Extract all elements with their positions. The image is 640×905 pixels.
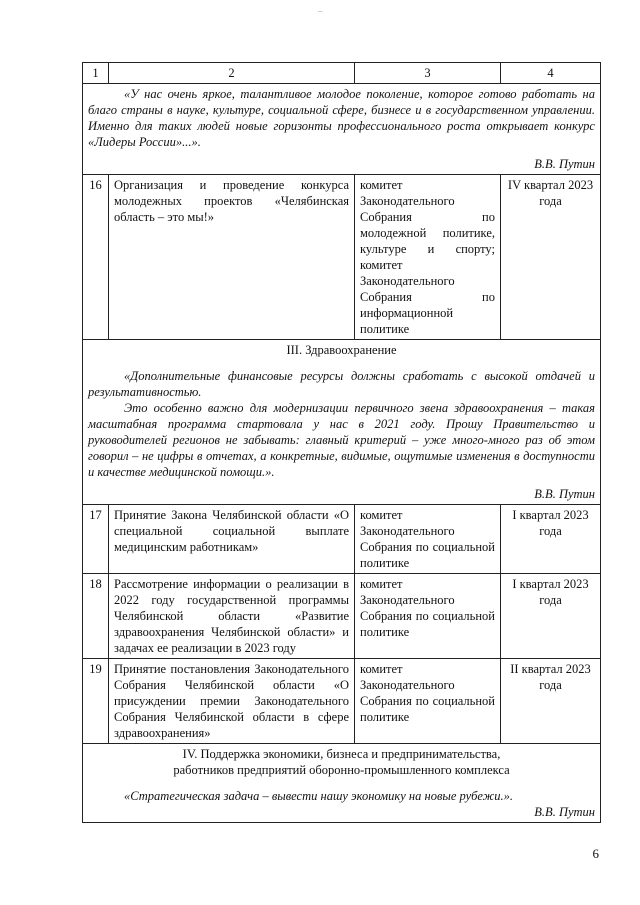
quote-cell-1	[83, 84, 601, 175]
row-number: 18	[83, 574, 109, 659]
quote-row-1	[83, 84, 601, 175]
section-row-3	[83, 340, 601, 505]
quote-text: «У нас очень яркое, талантливое молодое поколение, которое готово работать на благо страны в науке, культуре, социальной сфере, бизнесе и в государственном управлении. Именно для таких людей новые горизонты профессионального роста открывает конкурс «Лидеры России»...».	[88, 87, 595, 149]
row-number: 19	[83, 659, 109, 744]
row-event: Рассмотрение информации о реализации в 2022 году государственной программы Челябинской области «Развитие здравоохранения Челябинской области» и задачах ее реализации в 2023 году	[109, 574, 355, 659]
header-col-3: 3	[355, 63, 501, 84]
table-row	[83, 175, 601, 340]
section-title-line-2: работников предприятий оборонно-промышленного комплекса	[173, 763, 510, 777]
row-term: I квартал 2023 года	[501, 505, 601, 574]
row-responsible: комитет Законодательного Собрания по социальной политике	[355, 505, 501, 574]
row-event: Принятие Закона Челябинской области «О специальной социальной выплате медицинским работникам»	[109, 505, 355, 574]
quote-text: «Дополнительные финансовые ресурсы должны сработать с высокой отдачей и результативностью.	[88, 369, 595, 399]
section-cell-4	[83, 744, 601, 823]
quote-author: В.В. Путин	[534, 805, 595, 819]
row-term: IV квартал 2023 года	[501, 175, 601, 340]
plan-table	[82, 62, 601, 823]
row-responsible: комитет Законодательного Собрания по молодежной политике, культуре и спорту; комитет Законодательного Собрания по информационной политике	[355, 175, 501, 340]
table-row	[83, 659, 601, 744]
page-number: 6	[592, 846, 599, 861]
row-event: Принятие постановления Законодательного Собрания Челябинской области «О присуждении премии Законодательного Собрания Челябинской области в сфере здравоохранения»	[109, 659, 355, 744]
row-responsible: комитет Законодательного Собрания по социальной политике	[355, 574, 501, 659]
row-number: 16	[83, 175, 109, 340]
row-responsible: комитет Законодательного Собрания по социальной политике	[355, 659, 501, 744]
quote-author: В.В. Путин	[534, 157, 595, 171]
header-col-2: 2	[109, 63, 355, 84]
row-term: I квартал 2023 года	[501, 574, 601, 659]
quote-text: Это особенно важно для модернизации первичного звена здравоохранения – такая масштабная программа стартовала у нас в 2021 году. Прошу Правительство и руководителей регионов не забывать: главный критерий – уже много-много раз об этом говорил – не цифры в отчетах, а конкретные, видимые, ощутимые изменения в доступности и качестве медицинской помощи.».	[88, 401, 595, 479]
table-header-row	[83, 63, 601, 84]
section-title-line-1: IV. Поддержка экономики, бизнеса и предпринимательства,	[182, 747, 501, 761]
table-row	[83, 574, 601, 659]
scan-mark: –	[318, 6, 323, 16]
header-col-1: 1	[83, 63, 109, 84]
header-col-4: 4	[501, 63, 601, 84]
row-event: Организация и проведение конкурса молодежных проектов «Челябинская область – это мы!»	[109, 175, 355, 340]
table-row	[83, 505, 601, 574]
quote-author: В.В. Путин	[534, 487, 595, 501]
section-row-4	[83, 744, 601, 823]
row-number: 17	[83, 505, 109, 574]
row-term: II квартал 2023 года	[501, 659, 601, 744]
section-title: III. Здравоохранение	[286, 343, 397, 357]
section-cell-3	[83, 340, 601, 505]
quote-text: «Стратегическая задача – вывести нашу экономику на новые рубежи.».	[124, 789, 514, 803]
